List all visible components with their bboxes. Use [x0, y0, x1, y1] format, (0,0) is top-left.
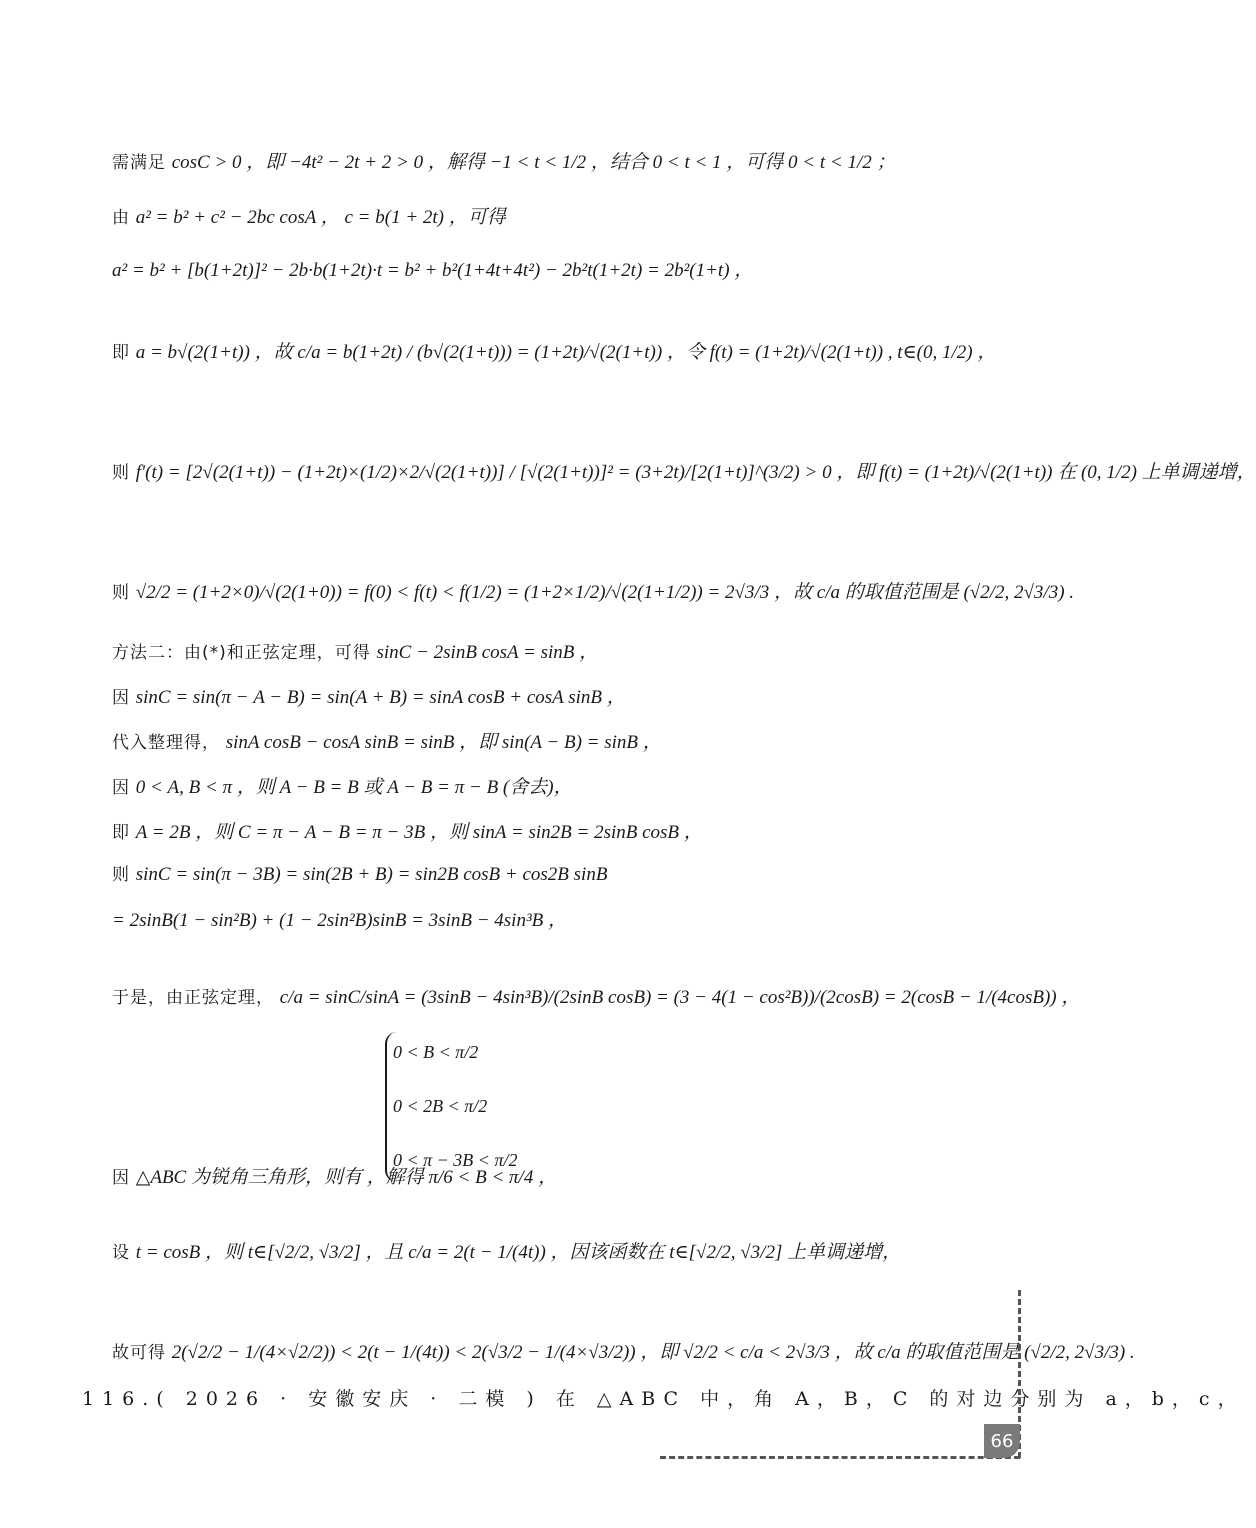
solution-line-3: a² = b² + [b(1+2t)]² − 2b·b(1+2t)·t = b² + b²(1+4t+4t²) − 2b²t(1+2t) = 2b²(1+t) ， — [112, 260, 754, 281]
solution-line-11: 即 A = 2B ，则 C = π − A − B = π − 3B ，则 sinA = sin2B = 2sinB cosB ， — [112, 822, 703, 843]
dashed-border-horizontal — [660, 1456, 1020, 1459]
solution-line-13: = 2sinB(1 − sin²B) + (1 − 2sin²B)sinB = 3sinB − 4sin³B ， — [112, 910, 567, 931]
page-number: 66 — [984, 1424, 1020, 1458]
solution-line-4: 即 a = b√(2(1+t)) ，故 c/a = b(1+2t) / (b√(2(1+t))) = (1+2t)/√(2(1+t)) ，令 f(t) = (1+2t)/√(2(1+t)) , t∈(0, 1/2) ， — [112, 342, 997, 363]
inequality-1: 0 < B < π/2 — [393, 1042, 479, 1062]
solution-line-5: 则 f′(t) = [2√(2(1+t)) − (1+2t)×(1/2)×2/√(2(1+t))] / [√(2(1+t))]² = (3+2t)/[2(1+t)]^(3/2) > 0 ，即 f(t) = (1+2t)/√(2(1+t)) 在 (0, 1/2) 上单调递增， — [112, 462, 1256, 483]
inequality-2: 0 < 2B < π/2 — [393, 1096, 488, 1116]
inequality-system — [385, 1032, 537, 1182]
solution-line-7: 方法二：由(*)和正弦定理，可得 sinC − 2sinB cosA = sinB ， — [112, 642, 599, 663]
solution-line-1: 需满足 cosC > 0 ，即 −4t² − 2t + 2 > 0 ，解得 −1 < t < 1/2 ，结合 0 < t < 1 ，可得 0 < t < 1/2 ； — [112, 152, 896, 173]
solution-line-14: 于是，由正弦定理， c/a = sinC/sinA = (3sinB − 4sin³B)/(2sinB cosB) = (3 − 4(1 − cos²B))/(2cosB) = 2(cosB − 1/(4cosB)) ， — [112, 987, 1081, 1008]
next-problem-statement: 116.( 2026 · 安徽安庆 · 二模 ) 在 △ABC 中，角 A，B，C 的对边分别为 a，b，c， — [82, 1388, 1245, 1410]
solution-line-17: 故可得 2(√2/2 − 1/(4×√2/2)) < 2(t − 1/(4t)) < 2(√3/2 − 1/(4×√3/2)) ，即 √2/2 < c/a < 2√3/3 ，故 c/a 的取值范围是 (√2/2, 2√3/3) . — [112, 1342, 1135, 1363]
solution-line-6: 则 √2/2 = (1+2×0)/√(2(1+0)) = f(0) < f(t) < f(1/2) = (1+2×1/2)/√(2(1+1/2)) = 2√3/3 ，故 c/a 的取值范围是 (√2/2, 2√3/3) . — [112, 582, 1075, 603]
solution-line-12: 则 sinC = sin(π − 3B) = sin(2B + B) = sin2B cosB + cos2B sinB — [112, 864, 608, 885]
solution-line-9: 代入整理得， sinA cosB − cosA sinB = sinB ，即 sin(A − B) = sinB ， — [112, 732, 662, 753]
solution-line-8: 因 sinC = sin(π − A − B) = sin(A + B) = sinA cosB + cosA sinB ， — [112, 687, 626, 708]
solution-line-2: 由 a² = b² + c² − 2bc cosA ， c = b(1 + 2t) ，可得 — [112, 207, 506, 228]
solution-line-10: 因 0 < A, B < π ，则 A − B = B 或 A − B = π − B (舍去)， — [112, 777, 573, 798]
solution-line-16: 设 t = cosB ，则 t∈[√2/2, √3/2] ，且 c/a = 2(t − 1/(4t)) ，因该函数在 t∈[√2/2, √3/2] 上单调递增， — [112, 1242, 902, 1263]
inequality-3: 0 < π − 3B < π/2 — [393, 1150, 518, 1170]
solution-line-15: 因 △ABC 为锐角三角形，则有 ，解得 π/6 < B < π/4 ， — [112, 1167, 558, 1188]
